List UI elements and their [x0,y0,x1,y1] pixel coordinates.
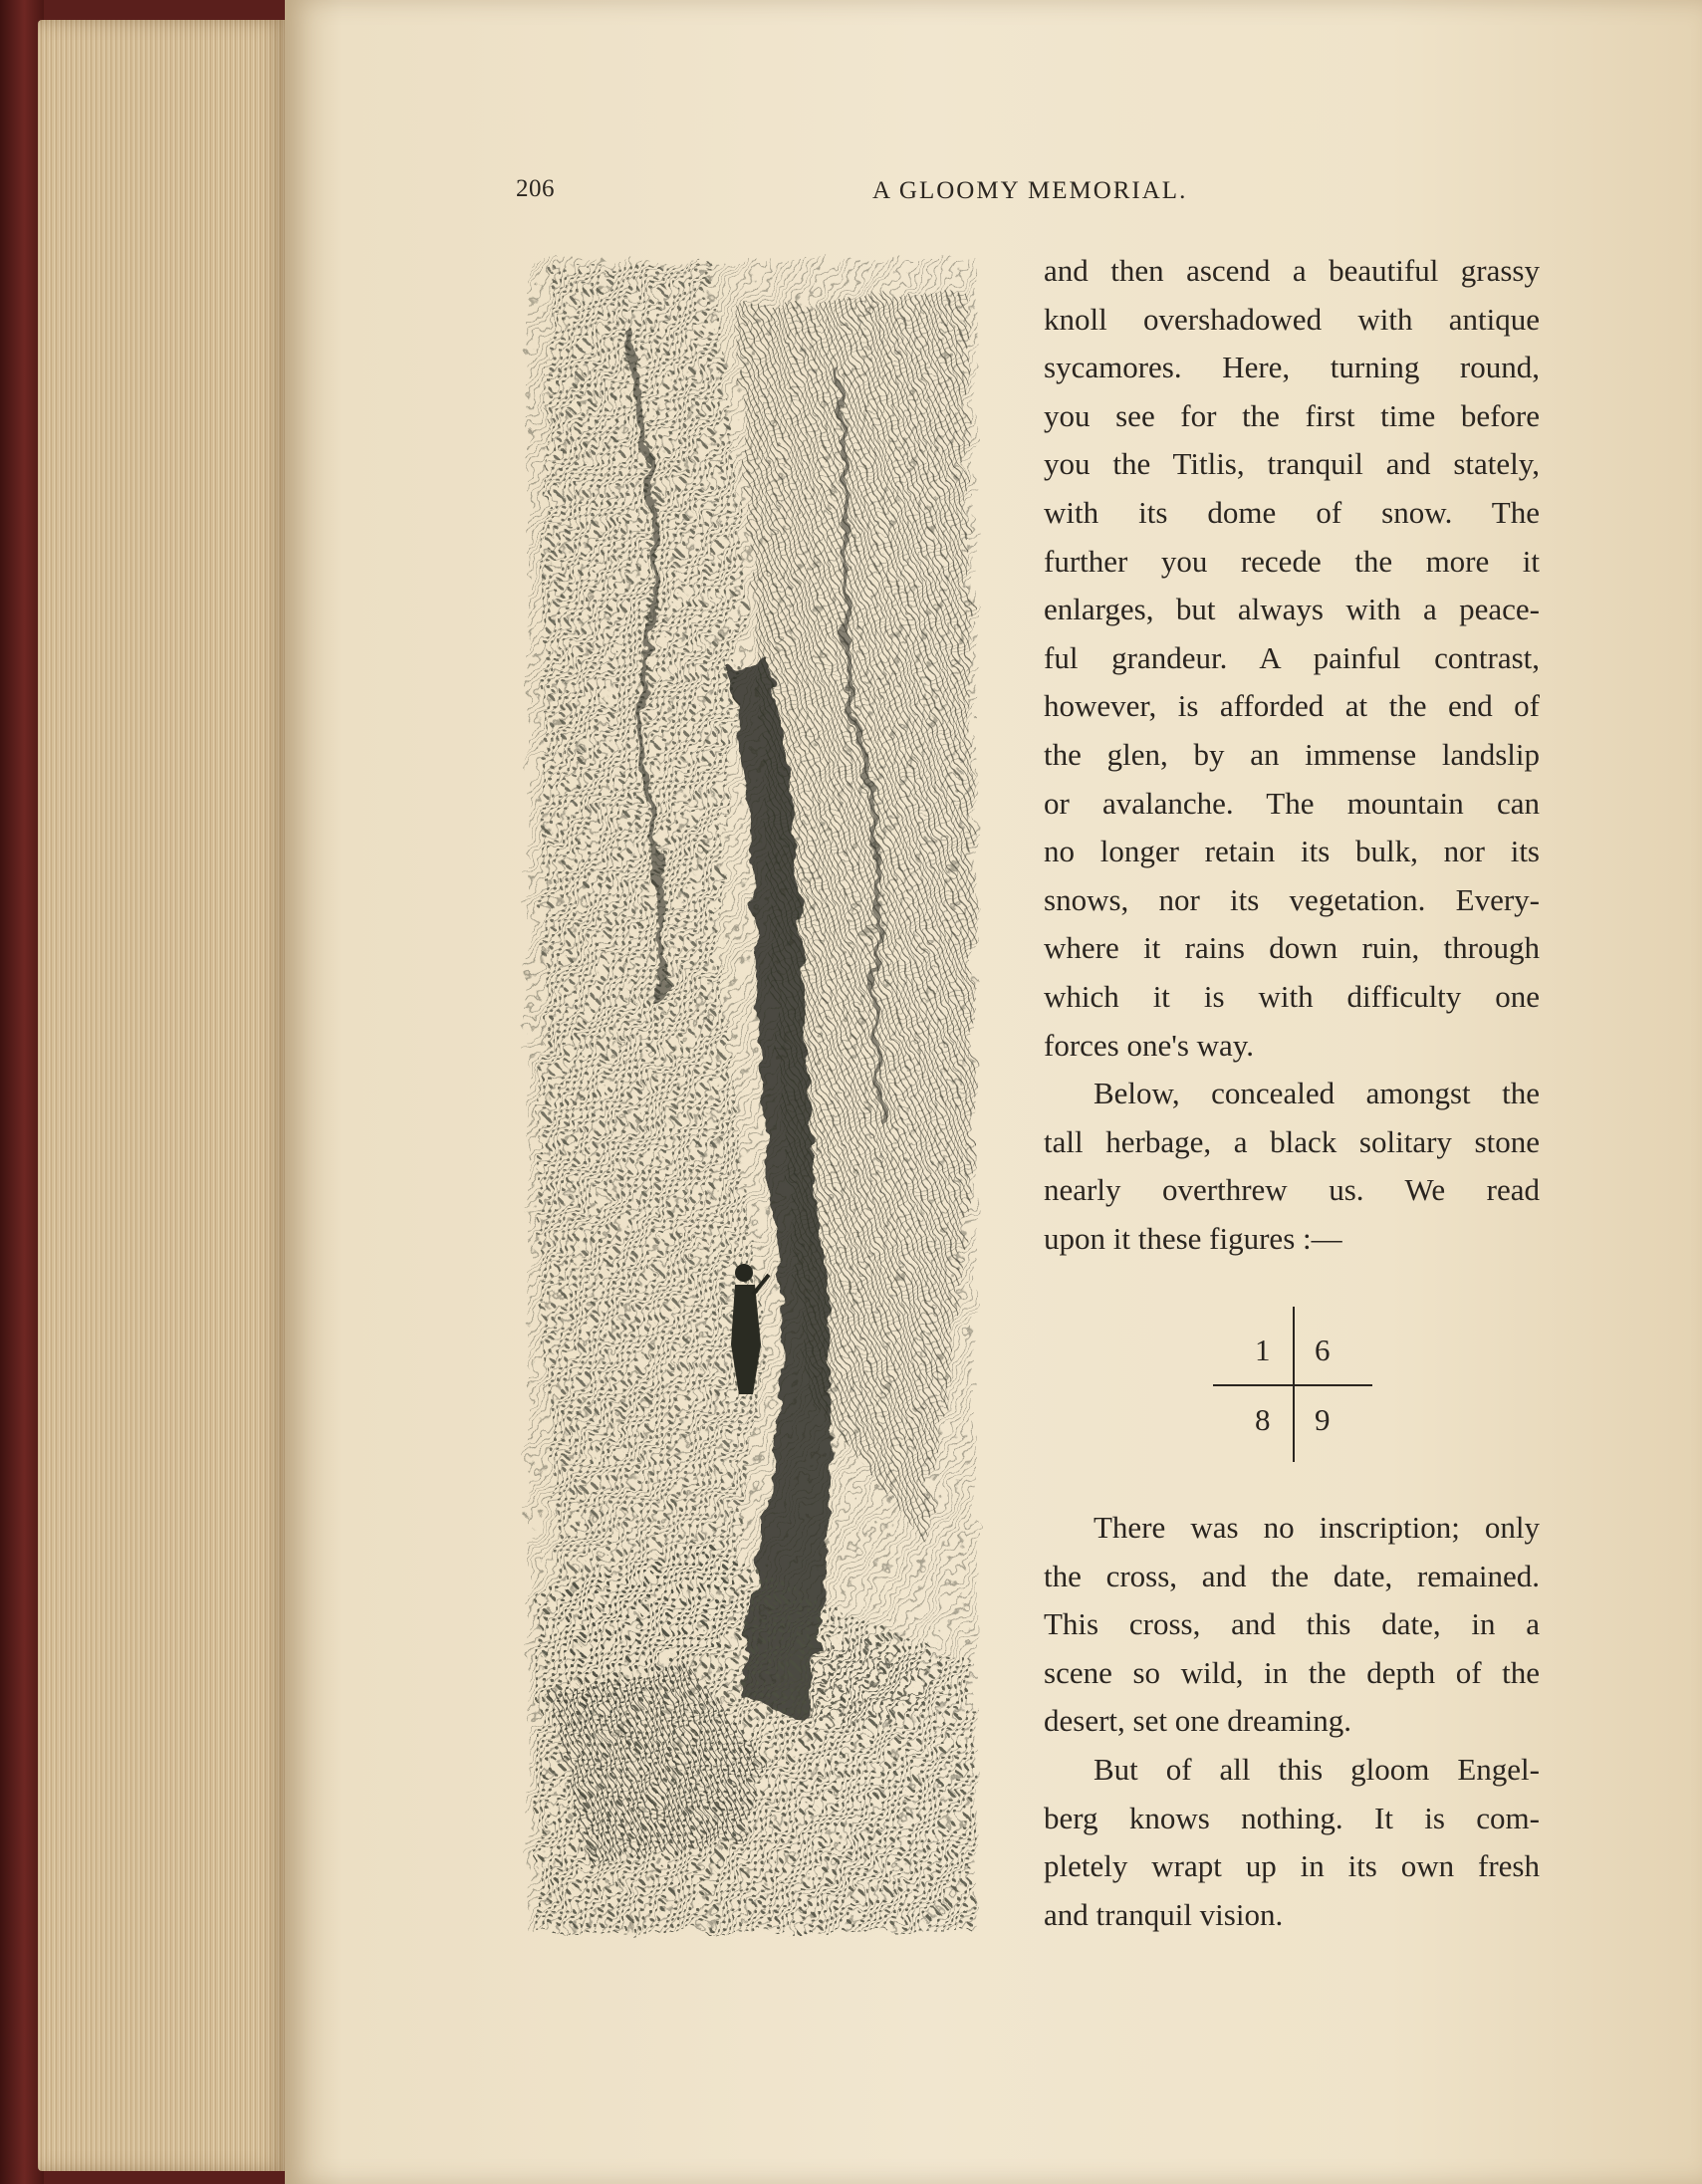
text-line: desert, set one dreaming. [1044,1703,1352,1739]
date-digit: 6 [1315,1333,1331,1367]
text-line: berg knows nothing. It is com- [1044,1800,1540,1835]
date-digit: 9 [1315,1402,1331,1437]
running-head: A GLOOMY MEMORIAL. [872,177,1188,204]
text-line: the glen, by an immense landslip [1044,736,1540,772]
text-line: the cross, and the date, remained. [1044,1558,1540,1593]
text-block-1 [1044,247,1540,1263]
text-line: you see for the first time before [1044,397,1540,433]
page-number: 206 [516,175,555,202]
text-block-2 [1044,1504,1540,1939]
text-line: enlarges, but always with a peace- [1044,592,1540,627]
text-line: nearly overthrew us. We read [1044,1172,1540,1208]
text-line: forces one's way. [1044,1027,1255,1063]
text-line: snows, nor its vegetation. Every- [1044,881,1540,917]
text-line: or avalanche. The mountain can [1044,785,1540,821]
date-digit: 8 [1255,1402,1271,1437]
text-line: and tranquil vision. [1044,1896,1284,1932]
text-line: But of all this gloom Engel- [1094,1751,1540,1787]
text-line: knoll overshadowed with antique [1044,301,1540,337]
page-edges [38,20,287,2171]
text-line: Below, concealed amongst the [1094,1076,1540,1111]
text-line: pletely wrapt up in its own fresh [1044,1848,1540,1884]
ravine-engraving [508,249,996,1942]
text-line: ful grandeur. A painful contrast, [1044,639,1540,675]
text-line: upon it these figures :— [1044,1220,1342,1256]
text-line: you the Titlis, tranquil and stately, [1044,446,1540,482]
text-line: scene so wild, in the depth of the [1044,1654,1540,1690]
text-line: and then ascend a beautiful grassy [1044,253,1540,288]
text-line: sycamores. Here, turning round, [1044,350,1540,385]
text-line: where it rains down ruin, through [1044,930,1540,966]
text-line: tall herbage, a black solitary stone [1044,1123,1540,1159]
text-line: There was no inscription; only [1094,1510,1540,1545]
text-line: further you recede the more it [1044,543,1540,579]
text-line: which it is with difficulty one [1044,978,1540,1014]
text-line: This cross, and this date, in a [1044,1606,1540,1642]
date-cross [1213,1307,1372,1462]
text-line: however, is afforded at the end of [1044,688,1540,724]
text-line: no longer retain its bulk, nor its [1044,834,1540,869]
cross-horizontal-line [1213,1384,1372,1386]
text-line: with its dome of snow. The [1044,494,1540,530]
date-digit: 1 [1255,1333,1271,1367]
engraving-illustration [508,249,996,1942]
